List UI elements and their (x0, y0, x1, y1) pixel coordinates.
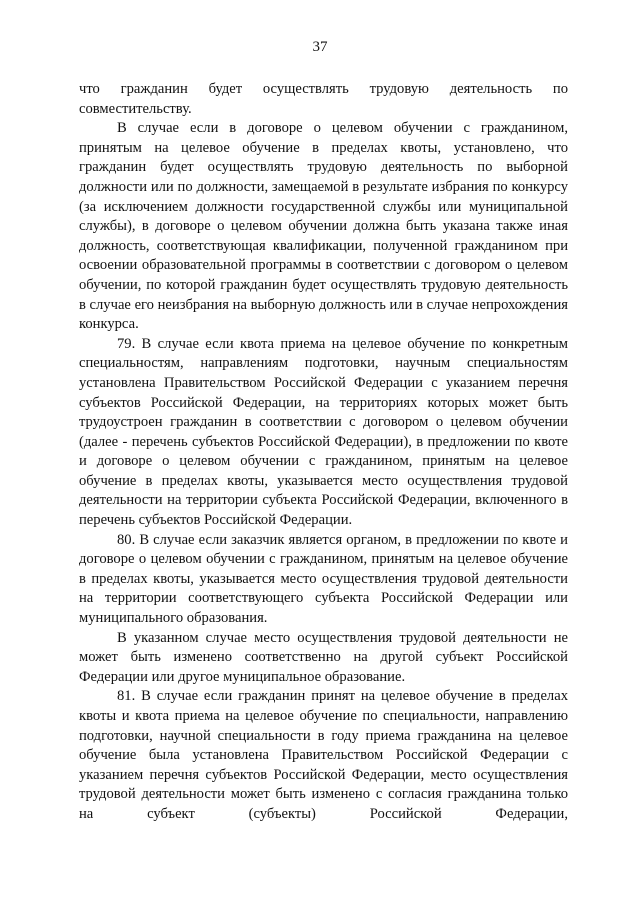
page-number: 37 (312, 39, 328, 55)
paragraph-79: 79. В случае если квота приема на целевое обучение по конкретным специальностям, направлениям подготовки, научным специальностям установлена Правительством Российской Федерации с указанием перечня субъектов Российской Федерации, на территориях которых может быть трудоустроен гражданин в соответствии с договором о целевом обучении (далее - перечень субъектов Российской Федерации), в предложении по квоте и договоре о целевом обучении с гражданином, принятым на целевое обучение в пределах квоты, указывается место осуществления трудовой деятельности на территории субъекта Российской Федерации, включенного в перечень субъектов Российской Федерации. (79, 335, 568, 529)
paragraph-80-note: В указанном случае место осуществления трудовой деятельности не может быть изменено соответственно на другой субъект Российской Федерации или другое муниципальное образование. (79, 629, 568, 685)
paragraph-81: 81. В случае если гражданин принят на целевое обучение в пределах квоты и квота приема на целевое обучение по специальности, направлению подготовки, научной специальности в году приема гражданина на целевое обучение была установлена Правительством Российской Федерации с указанием перечня субъектов Российской Федерации, место осуществления трудовой деятельности может быть изменено с согласия гражданина только на субъект (субъекты) Российской Федерации, (79, 688, 568, 822)
paragraph-80: 80. В случае если заказчик является органом, в предложении по квоте и договоре о целевом обучении с гражданином, принятым на целевое обучение в пределах квоты, указывается место осуществления трудовой деятельности на территории соответствующего субъекта Российской Федерации или муниципального образования. (79, 531, 568, 627)
document-body (79, 80, 568, 825)
paragraph-continuation: что гражданин будет осуществлять трудовую деятельность по совместительству. (79, 81, 568, 117)
paragraph-elective-position: В случае если в договоре о целевом обучении с гражданином, принятым на целевое обучение в пределах квоты, установлено, что гражданин будет осуществлять трудовую деятельность по выборной должности или по должности, замещаемой в результате избрания по конкурсу (за исключением должности государственной службы или муниципальной службы), в договоре о целевом обучении должна быть указана также иная должность, соответствующая квалификации, полученной гражданином при освоении образовательной программы в соответствии с договором о целевом обучении, по которой гражданин будет осуществлять трудовую деятельность в случае его неизбрания на выборную должность или в случае непрохождения конкурса. (79, 120, 568, 333)
